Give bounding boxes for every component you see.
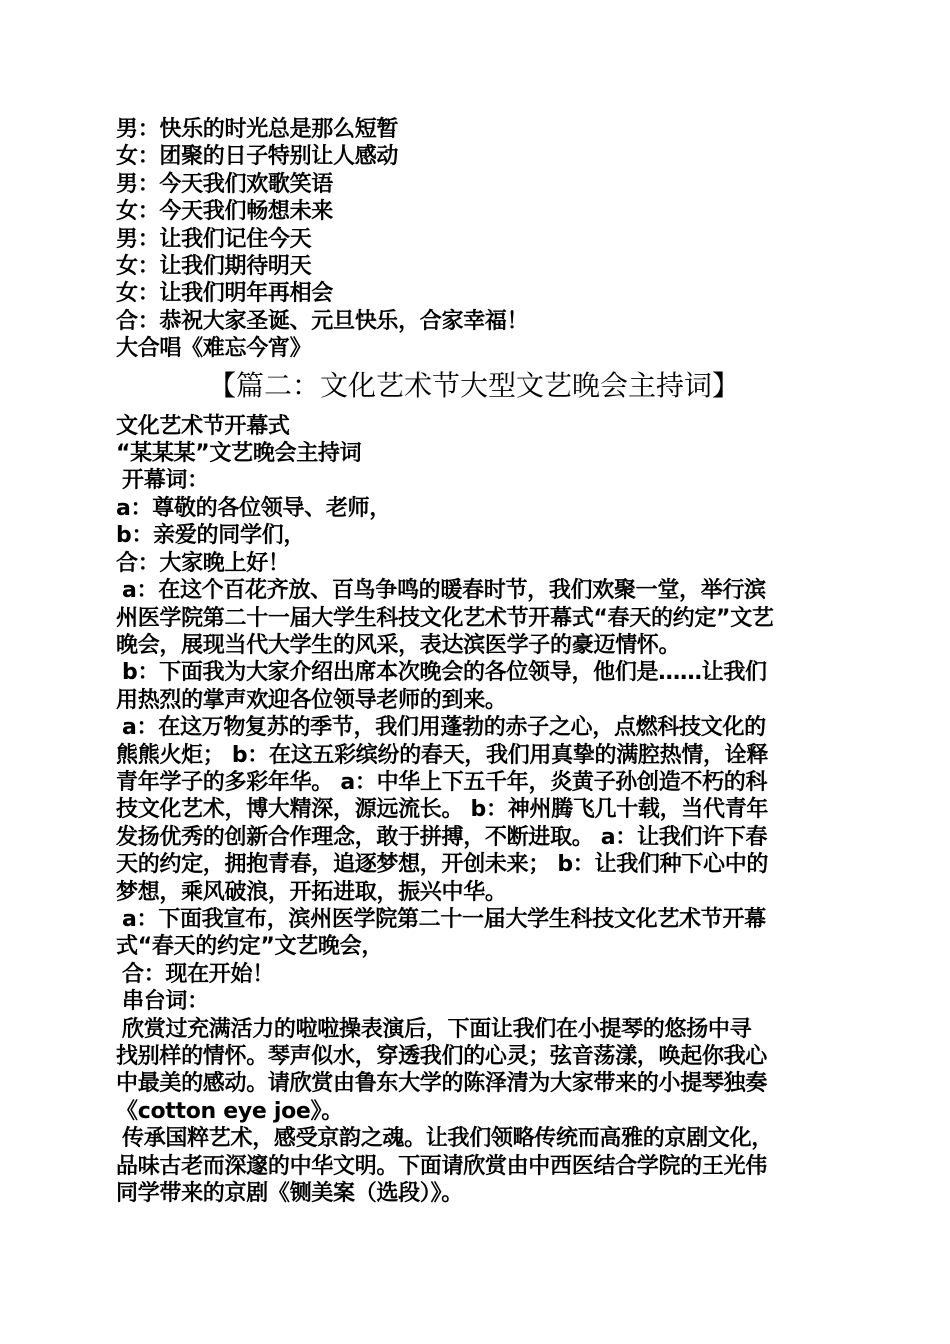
- body-line: 《cotton eye joe》。: [116, 1098, 343, 1124]
- intro-line: 合：恭祝大家圣诞、元旦快乐，合家幸福！: [116, 308, 529, 334]
- intro-line: 女：让我们期待明天: [116, 254, 312, 280]
- intro-line: 男：让我们记住今天: [116, 226, 312, 252]
- body-line: b：亲爱的同学们，: [116, 523, 306, 549]
- body-line: a：在这万物复苏的季节，我们用蓬勃的赤子之心，点燃科技文化的: [122, 715, 766, 741]
- body-line: 合：现在开始！: [122, 961, 274, 987]
- body-line: 发扬优秀的创新合作理念，敢于拼搏，不断进取。 a：让我们许下春: [116, 824, 768, 850]
- body-line: 技文化艺术，博大精深，源远流长。 b：神州腾飞几十载，当代青年: [116, 797, 769, 823]
- section-heading: 【篇二：文化艺术节大型文艺晚会主持词】: [207, 368, 740, 402]
- intro-line: 女：团聚的日子特别让人感动: [116, 144, 399, 170]
- intro-line: 男：今天我们欢歌笑语: [116, 171, 334, 197]
- body-line: 用热烈的掌声欢迎各位领导老师的到来。: [116, 687, 507, 713]
- body-line: 品味古老而深邃的中华文明。下面请欣赏由中西医结合学院的王光伟: [116, 1153, 768, 1179]
- body-line: 串台词：: [122, 989, 209, 1015]
- body-line: a：下面我宣布，滨州医学院第二十一届大学生科技文化艺术节开幕: [122, 906, 766, 932]
- body-line: a：尊敬的各位领导、老师，: [116, 495, 391, 521]
- body-line: 同学带来的京剧《铡美案（选段）》。: [116, 1181, 463, 1207]
- document-content: [116, 116, 832, 1207]
- body-line: 传承国粹艺术，感受京韵之魂。让我们领略传统而高雅的京剧文化，: [122, 1126, 774, 1152]
- body-line: 欣赏过充满活力的啦啦操表演后，下面让我们在小提琴的悠扬中寻: [122, 1016, 752, 1042]
- body-line: 中最美的感动。请欣赏由鲁东大学的陈泽清为大家带来的小提琴独奏: [116, 1071, 768, 1097]
- body-line: 梦想，乘风破浪，开拓进取，振兴中华。: [116, 879, 507, 905]
- body-line: 晚会，展现当代大学生的风采，表达滨医学子的豪迈情怀。: [116, 632, 681, 658]
- body-line: 找别样的情怀。琴声似水，穿透我们的心灵；弦音荡漾，唤起你我心: [116, 1044, 768, 1069]
- body-line: 熊熊火炬； b：在这五彩缤纷的春天，我们用真挚的满腔热情，诠释: [116, 742, 769, 768]
- body-line: 天的约定，拥抱青春，追逐梦想，开创未来； b：让我们种下心中的: [116, 852, 769, 878]
- body-line: 式“春天的约定”文艺晚会，: [116, 934, 384, 960]
- body-line: 州医学院第二十一届大学生科技文化艺术节开幕式“春天的约定”文艺: [116, 605, 774, 631]
- body-line: 青年学子的多彩年华。 a：中华上下五千年，炎黄子孙创造不朽的科: [116, 769, 768, 795]
- intro-line: 大合唱《难忘今宵》: [116, 336, 312, 362]
- intro-line: 女：让我们明年再相会: [116, 281, 334, 307]
- intro-line: 男：快乐的时光总是那么短暂: [116, 117, 399, 142]
- body-line: 合：大家晚上好！: [116, 550, 290, 576]
- body-line: “某某某”文艺晚会主持词: [116, 441, 362, 467]
- body-line: 开幕词：: [122, 468, 209, 494]
- body-line: 文化艺术节开幕式: [116, 413, 290, 439]
- body-line: b：下面我为大家介绍出席本次晚会的各位领导，他们是……让我们: [122, 660, 767, 686]
- body-line: a：在这个百花齐放、百鸟争鸣的暖春时节，我们欢聚一堂，举行滨: [122, 578, 766, 604]
- intro-line: 女：今天我们畅想未来: [116, 199, 334, 225]
